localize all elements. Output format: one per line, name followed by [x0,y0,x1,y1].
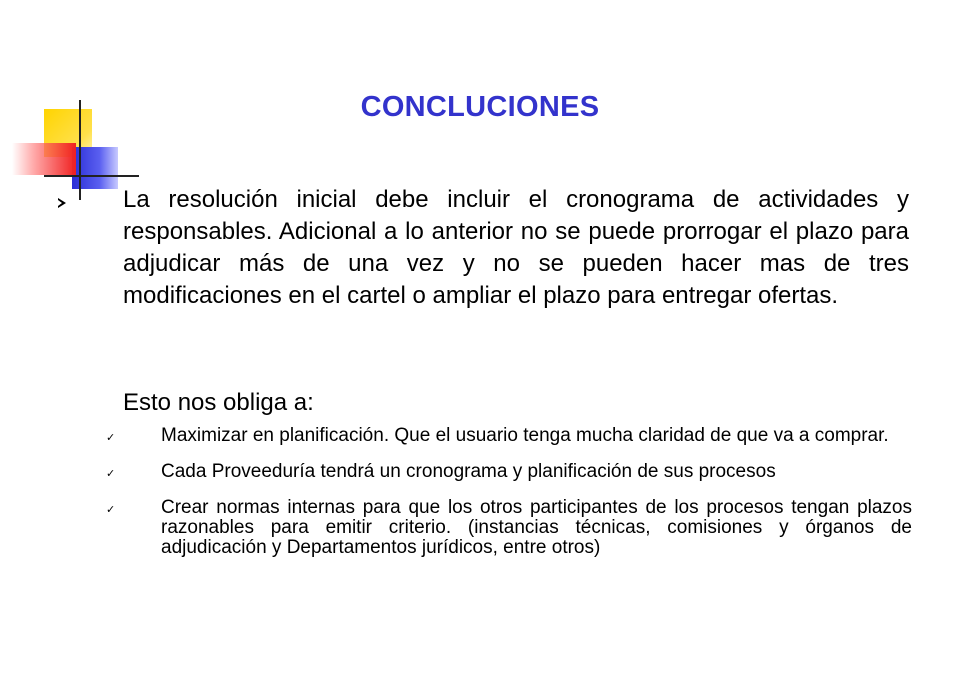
main-paragraph: La resolución inicial debe incluir el cronograma de actividades y responsables. Adicional a lo anterior no se puede prorrogar el plazo para adjudicar más de una vez y no se pueden hacer mas de tres modificaciones en el cartel o ampliar el plazo para entregar ofertas. [123,186,909,309]
list-item-text: Maximizar en planificación. Que el usuario tenga mucha claridad de que va a comprar. [161,425,889,446]
list-item [106,426,912,446]
logo-horizontal-line [44,175,139,177]
check-mark-icon: ✓ [106,432,116,444]
check-mark-icon: ✓ [106,468,116,480]
logo-red-square [12,143,76,175]
slide-title: CONCLUCIONES [360,91,600,123]
arrow-bullet-icon [58,198,66,208]
subheading: Esto nos obliga a: [123,389,314,416]
check-list [106,426,912,574]
list-item-text: Cada Proveeduría tendrá un cronograma y planificación de sus procesos [161,461,776,482]
list-item [106,498,912,558]
list-item [106,462,912,482]
list-item-text: Crear normas internas para que los otros participantes de los procesos tengan plazos razonables para emitir criterio. (instancias técnicas, comisiones y órganos de adjudicación y Departamentos jurídicos, entre otros) [161,497,912,558]
check-mark-icon: ✓ [106,504,116,516]
